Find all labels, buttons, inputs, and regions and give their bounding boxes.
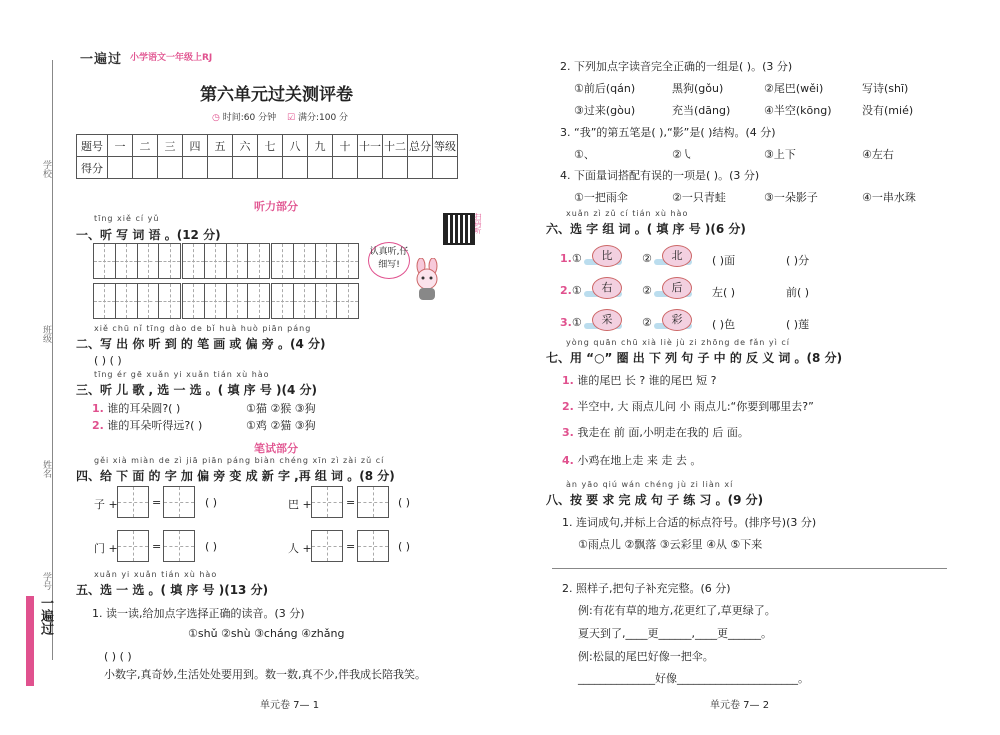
snail-card: 右 <box>584 277 624 299</box>
q8-sub1: 1. 连词成句,并标上合适的标点符号。(排序号)(3 分) <box>562 516 817 529</box>
q7-item-2: 2. 半空中, 大 雨点儿问 小 雨点儿:“你要到哪里去?” <box>562 400 814 413</box>
snail-card: 彩 <box>654 309 694 331</box>
q8-example-2: 例:松鼠的尾巴好像一把伞。 <box>578 650 714 663</box>
q3-item-2: 2. 谁的耳朵听得远?( ) <box>92 419 203 432</box>
r4-opt: ③一朵影子 <box>764 191 818 204</box>
q3-title: 三、听 儿 歌 , 选 一 选 。( 填 序 号 )(4 分) <box>76 383 317 397</box>
q1-pinyin: tīng xiě cí yǔ <box>94 214 160 223</box>
q7-title: 七、用 “○” 圈 出 下 列 句 子 中 的 反 义 词 。(8 分) <box>546 351 843 365</box>
writing-section-heading: 笔试部分 <box>254 442 298 455</box>
r2-opt: 写诗(shī) <box>862 82 909 95</box>
r2-opt: 黑狗(gǒu) <box>672 82 724 95</box>
r4-opt: ②一只青蛙 <box>672 191 726 204</box>
score-table-score-row: 得分 <box>77 157 458 179</box>
q4-pinyin: gěi xià miàn de zì jiā piān páng biàn chéng xīn zì zài zǔ cí <box>94 456 385 465</box>
q5-sentence: 小数字,真奇妙,生活处处要用到。数一数,真不少,伴我成长陪我笑。 <box>104 668 426 681</box>
snail-card: 比 <box>584 245 624 267</box>
bunny-mascot-icon <box>408 258 446 302</box>
q4-char-3: 门 + <box>94 542 118 555</box>
r2-opt: ③过来(gòu) <box>574 104 636 117</box>
q4-word-blank[interactable]: ( ) <box>205 496 218 509</box>
q6-blank[interactable]: 左( ) <box>712 286 736 299</box>
q4-word-blank[interactable]: ( ) <box>398 540 411 553</box>
speech-bubble: 认真听,仔细写! <box>368 242 410 279</box>
q6-blank[interactable]: 前( ) <box>786 286 810 299</box>
dictation-grid[interactable] <box>271 243 359 279</box>
r3-opt: ④左右 <box>862 148 894 161</box>
r2-opt: ②尾巴(wěi) <box>764 82 824 95</box>
q7-pinyin: yòng quān chū xià liè jù zi zhōng de fǎn yì cí <box>566 338 791 347</box>
q6-blank[interactable]: ( )分 <box>786 254 810 267</box>
q4-char-4: 人 + <box>288 542 312 555</box>
r3-opt: ①、 <box>574 148 595 161</box>
q6-pinyin: xuǎn zì zǔ cí tián xù hào <box>566 209 689 218</box>
q7-item-3: 3. 我走在 前 面,小明走在我的 后 面。 <box>562 426 749 439</box>
binding-line <box>52 60 53 660</box>
r4-title: 4. 下面量词搭配有误的一项是( )。(3 分) <box>560 169 760 182</box>
q8-words: ①雨点儿 ②飘落 ③云彩里 ④从 ⑤下来 <box>578 538 763 551</box>
q5-title: 五、选 一 选 。( 填 序 号 )(13 分) <box>76 583 269 597</box>
footer-page-left: 单元卷 7— 1 <box>260 700 320 711</box>
q1-title: 一、听 写 词 语 。(12 分) <box>76 228 221 242</box>
char-box[interactable] <box>163 486 195 518</box>
side-label-class: 班级 <box>41 325 51 343</box>
char-box[interactable] <box>117 486 149 518</box>
r2-opt: ④半空(kōng) <box>764 104 832 117</box>
r2-opt: 没有(mié) <box>862 104 914 117</box>
side-label-school: 学校 <box>41 160 51 178</box>
q4-title: 四、给 下 面 的 字 加 偏 旁 变 成 新 字 ,再 组 词 。(8 分) <box>76 469 395 483</box>
char-box[interactable] <box>311 530 343 562</box>
check-icon: ☑ <box>287 113 296 123</box>
q3-item-2-options: ①鸡 ②猫 ③狗 <box>246 419 316 432</box>
dictation-grid[interactable] <box>271 283 359 319</box>
time-limit: ◷ 时间:60 分钟 <box>212 113 277 123</box>
side-label-name: 姓名 <box>41 460 51 478</box>
q5-sub1: 1. 读一读,给加点字选择正确的读音。(3 分) <box>92 607 305 620</box>
snail-card: 北 <box>654 245 694 267</box>
q5-options: ①shǔ ②shù ③cháng ④zhǎng <box>188 627 345 640</box>
q2-pinyin: xiě chū nǐ tīng dào de bǐ huà huò piān páng <box>94 324 312 333</box>
side-label-number: 学号 <box>41 572 51 590</box>
q8-sub2: 2. 照样子,把句子补充完整。(6 分) <box>562 582 731 595</box>
full-score: ☑ 满分:100 分 <box>287 113 349 123</box>
q6-row-2: 2.① <box>560 284 582 297</box>
q2-blanks[interactable]: ( ) ( ) <box>94 354 122 367</box>
q6-row-1: 1.① <box>560 252 582 265</box>
r3-title: 3. “我”的第五笔是( ),“影”是( )结构。(4 分) <box>560 126 776 139</box>
clock-icon: ◷ <box>212 113 220 123</box>
brand-header <box>80 42 280 72</box>
q8-fill-1[interactable]: 夏天到了,____更______,____更______。 <box>578 627 772 640</box>
q4-char-2: 巴 + <box>288 498 312 511</box>
q6-row-3: 3.① <box>560 316 582 329</box>
r2-opt: ①前后(qán) <box>574 82 636 95</box>
q4-word-blank[interactable]: ( ) <box>205 540 218 553</box>
q7-item-1: 1. 谁的尾巴 长 ? 谁的尾巴 短 ? <box>562 374 717 387</box>
brand-subtitle: 小学语文一年级上RJ <box>130 53 213 63</box>
score-table <box>76 134 458 179</box>
r2-title: 2. 下列加点字读音完全正确的一组是( )。(3 分) <box>560 60 793 73</box>
q3-item-1: 1. 谁的耳朵圆?( ) <box>92 402 181 415</box>
q6-blank[interactable]: ( )面 <box>712 254 736 267</box>
bottom-brand-logo: 一遍过 <box>22 596 50 686</box>
r4-opt: ④一串水珠 <box>862 191 916 204</box>
r3-opt: ②㇂ <box>672 148 693 161</box>
q8-fill-2[interactable]: ______________好像______________________。 <box>578 672 809 685</box>
char-box[interactable] <box>117 530 149 562</box>
q4-word-blank[interactable]: ( ) <box>398 496 411 509</box>
footer-page-right: 单元卷 7— 2 <box>710 700 770 711</box>
q5-blanks[interactable]: ( ) ( ) <box>104 650 132 663</box>
dictation-grid[interactable] <box>182 283 270 319</box>
q6-blank[interactable]: ( )莲 <box>786 318 810 331</box>
q6-title: 六、选 字 组 词 。( 填 序 号 )(6 分) <box>546 222 746 236</box>
char-box[interactable] <box>357 530 389 562</box>
page-title: 第六单元过关测评卷 <box>200 85 353 105</box>
dictation-grid[interactable] <box>93 283 181 319</box>
dictation-grid[interactable] <box>93 243 181 279</box>
snail-card: 采 <box>584 309 624 331</box>
q4-char-1: 子 + <box>94 498 118 511</box>
q8-title: 八、按 要 求 完 成 句 子 练 习 。(9 分) <box>546 493 764 507</box>
q7-item-4: 4. 小鸡在地上走 来 走 去 。 <box>562 454 702 467</box>
r2-opt: 充当(dāng) <box>672 104 731 117</box>
q8-pinyin: àn yāo qiú wán chéng jù zi liàn xí <box>566 480 734 489</box>
q3-item-1-options: ①猫 ②猴 ③狗 <box>246 402 316 415</box>
q8-example-1: 例:有花有草的地方,花更红了,草更绿了。 <box>578 604 776 617</box>
q3-pinyin: tīng ér gē xuǎn yi xuǎn tián xù hào <box>94 370 270 379</box>
char-box[interactable] <box>357 486 389 518</box>
snail-card: 后 <box>654 277 694 299</box>
r4-opt: ①一把雨伞 <box>574 191 628 204</box>
char-box[interactable] <box>311 486 343 518</box>
q2-title: 二、写 出 你 听 到 的 笔 画 或 偏 旁 。(4 分) <box>76 337 326 351</box>
qr-code-icon[interactable] <box>443 213 475 245</box>
q6-blank[interactable]: ( )色 <box>712 318 736 331</box>
qr-label: 扫码听 <box>474 213 482 234</box>
listening-section-heading: 听力部分 <box>254 200 298 213</box>
r3-opt: ③上下 <box>764 148 796 161</box>
dictation-grid[interactable] <box>182 243 270 279</box>
brand-logo: 一遍过 <box>80 52 123 67</box>
char-box[interactable] <box>163 530 195 562</box>
q5-pinyin: xuǎn yi xuǎn tián xù hào <box>94 570 218 579</box>
answer-line[interactable] <box>552 568 947 569</box>
score-table-header-row: 题号 一 二 三 四 五 六 七 八 九 十 十一 十二 总分 等级 <box>77 135 458 157</box>
